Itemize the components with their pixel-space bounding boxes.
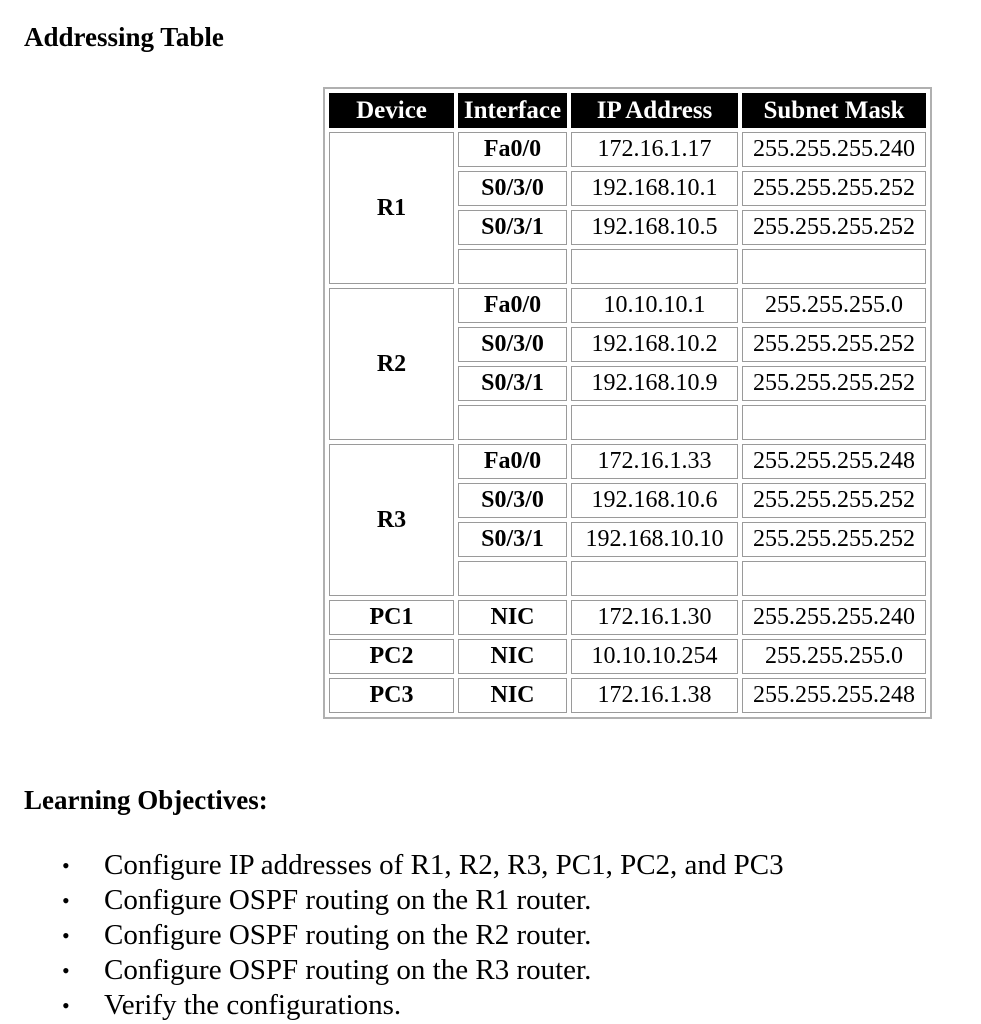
empty-cell <box>742 249 926 284</box>
bullet-icon: • <box>62 888 70 913</box>
interface-cell: NIC <box>458 639 567 674</box>
ip-cell: 192.168.10.2 <box>571 327 738 362</box>
bullet-icon: • <box>62 923 70 948</box>
mask-cell: 255.255.255.252 <box>742 210 926 245</box>
ip-cell: 192.168.10.6 <box>571 483 738 518</box>
ip-cell: 10.10.10.1 <box>571 288 738 323</box>
interface-cell: S0/3/1 <box>458 366 567 401</box>
ip-cell: 192.168.10.10 <box>571 522 738 557</box>
empty-cell <box>742 405 926 440</box>
objective-text: Configure OSPF routing on the R1 router. <box>104 884 592 916</box>
mask-cell: 255.255.255.252 <box>742 366 926 401</box>
empty-cell <box>458 249 567 284</box>
empty-cell <box>742 561 926 596</box>
objectives-list <box>62 848 784 1023</box>
header-subnet-mask: Subnet Mask <box>742 93 926 128</box>
bullet-icon: • <box>62 958 70 983</box>
mask-cell: 255.255.255.252 <box>742 171 926 206</box>
header-ip-address: IP Address <box>571 93 738 128</box>
list-item <box>62 953 784 988</box>
device-cell-r2: R2 <box>329 288 454 440</box>
interface-cell: S0/3/0 <box>458 327 567 362</box>
interface-cell: S0/3/1 <box>458 210 567 245</box>
device-cell-pc3: PC3 <box>329 678 454 713</box>
list-item <box>62 918 784 953</box>
empty-cell <box>571 249 738 284</box>
ip-cell: 172.16.1.30 <box>571 600 738 635</box>
mask-cell: 255.255.255.252 <box>742 483 926 518</box>
table-row <box>329 444 926 479</box>
mask-cell: 255.255.255.0 <box>742 288 926 323</box>
ip-cell: 192.168.10.9 <box>571 366 738 401</box>
empty-cell <box>571 405 738 440</box>
device-cell-r3: R3 <box>329 444 454 596</box>
list-item <box>62 848 784 883</box>
ip-cell: 192.168.10.1 <box>571 171 738 206</box>
mask-cell: 255.255.255.252 <box>742 327 926 362</box>
device-cell-pc1: PC1 <box>329 600 454 635</box>
objective-text: Verify the configurations. <box>104 989 402 1021</box>
ip-cell: 192.168.10.5 <box>571 210 738 245</box>
device-cell-pc2: PC2 <box>329 639 454 674</box>
header-interface: Interface <box>458 93 567 128</box>
table-row <box>329 288 926 323</box>
interface-cell: Fa0/0 <box>458 288 567 323</box>
list-item <box>62 988 784 1023</box>
interface-cell: NIC <box>458 600 567 635</box>
header-device: Device <box>329 93 454 128</box>
mask-cell: 255.255.255.240 <box>742 132 926 167</box>
empty-cell <box>458 405 567 440</box>
interface-cell: Fa0/0 <box>458 444 567 479</box>
list-item <box>62 883 784 918</box>
ip-cell: 172.16.1.17 <box>571 132 738 167</box>
mask-cell: 255.255.255.248 <box>742 444 926 479</box>
bullet-icon: • <box>62 853 70 878</box>
mask-cell: 255.255.255.252 <box>742 522 926 557</box>
interface-cell: S0/3/0 <box>458 483 567 518</box>
ip-cell: 172.16.1.33 <box>571 444 738 479</box>
table-row <box>329 639 926 674</box>
addressing-table-heading: Addressing Table <box>24 22 224 52</box>
table-row <box>329 678 926 713</box>
ip-cell: 172.16.1.38 <box>571 678 738 713</box>
mask-cell: 255.255.255.240 <box>742 600 926 635</box>
addressing-table <box>323 87 932 719</box>
interface-cell: S0/3/0 <box>458 171 567 206</box>
objective-text: Configure OSPF routing on the R3 router. <box>104 954 592 986</box>
interface-cell: NIC <box>458 678 567 713</box>
empty-cell <box>571 561 738 596</box>
interface-cell: Fa0/0 <box>458 132 567 167</box>
table-row <box>329 600 926 635</box>
objective-text: Configure IP addresses of R1, R2, R3, PC1, PC2, and PC3 <box>104 849 784 881</box>
learning-objectives-heading: Learning Objectives: <box>24 785 268 815</box>
device-cell-r1: R1 <box>329 132 454 284</box>
bullet-icon: • <box>62 993 70 1018</box>
mask-cell: 255.255.255.248 <box>742 678 926 713</box>
table-header-row <box>329 93 926 128</box>
ip-cell: 10.10.10.254 <box>571 639 738 674</box>
empty-cell <box>458 561 567 596</box>
mask-cell: 255.255.255.0 <box>742 639 926 674</box>
interface-cell: S0/3/1 <box>458 522 567 557</box>
table-row <box>329 132 926 167</box>
objective-text: Configure OSPF routing on the R2 router. <box>104 919 592 951</box>
